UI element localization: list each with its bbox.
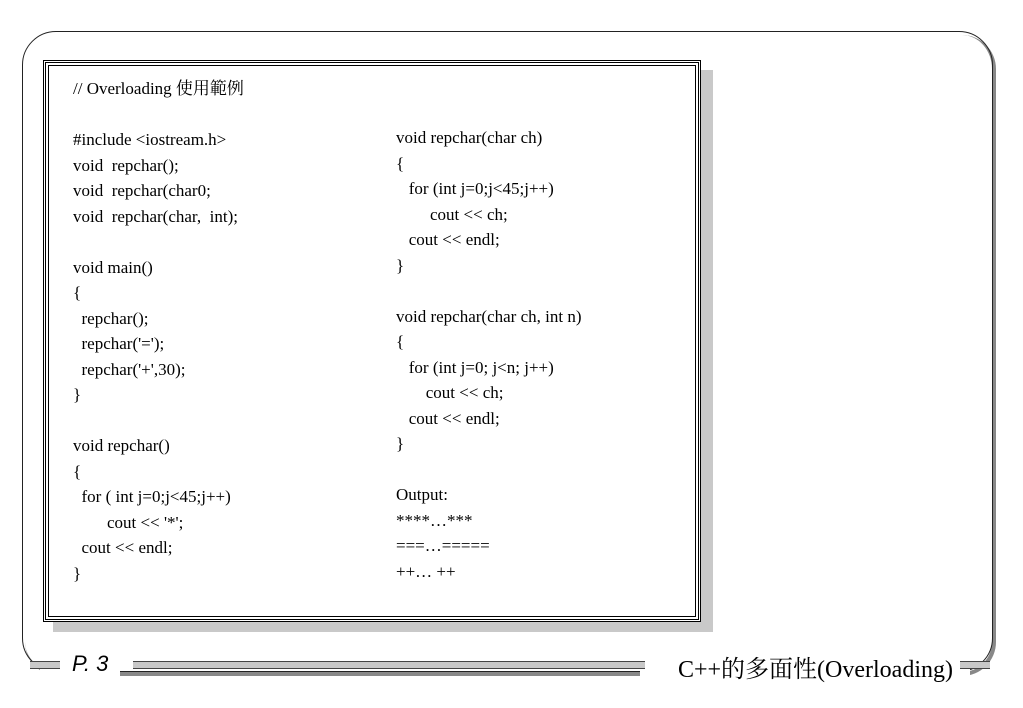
- code-line: void repchar(char ch, int n): [396, 306, 582, 326]
- code-line: }: [73, 385, 82, 404]
- code-line: cout << ch;: [396, 204, 508, 224]
- slide-title: C++的多面性(Overloading): [677, 657, 953, 683]
- code-line: cout << endl;: [396, 408, 500, 428]
- code-line: ++… ++: [396, 561, 456, 581]
- code-line: for ( int j=0;j<45;j++): [73, 487, 231, 506]
- code-line: #include <iostream.h>: [73, 130, 227, 149]
- code-line: void main(): [73, 257, 153, 277]
- code-line: void repchar(char0;: [73, 181, 211, 200]
- code-line: }: [396, 434, 405, 453]
- code-line: [73, 229, 244, 255]
- code-line: repchar('=');: [73, 334, 165, 353]
- code-line: cout << endl;: [73, 538, 173, 557]
- code-line: {: [396, 153, 405, 173]
- code-line: cout << '*';: [73, 512, 184, 532]
- code-line: {: [396, 332, 405, 351]
- code-line: }: [73, 563, 82, 583]
- code-line: [396, 278, 582, 304]
- code-line: }: [396, 255, 405, 275]
- code-line: for (int j=0; j<n; j++): [396, 357, 554, 377]
- page-number: P. 3: [72, 651, 109, 676]
- footer-rule-middle: [133, 661, 645, 669]
- code-line: ===…=====: [396, 536, 490, 555]
- code-line: {: [73, 283, 82, 302]
- code-line: cout << endl;: [396, 230, 500, 249]
- footer-rule-left: [30, 661, 60, 669]
- code-line: void repchar();: [73, 155, 179, 175]
- code-line: [396, 457, 582, 483]
- code-line: cout << ch;: [396, 383, 504, 402]
- code-line: [73, 102, 244, 128]
- code-line: // Overloading 使用範例: [73, 79, 244, 98]
- code-column-left: [73, 76, 244, 586]
- code-line: for (int j=0;j<45;j++): [396, 179, 554, 198]
- code-column-right: [396, 125, 582, 584]
- code-line: ****…***: [396, 510, 473, 530]
- code-line: void repchar(char ch): [396, 128, 543, 147]
- footer-rule-right: [960, 661, 990, 669]
- code-line: void repchar(): [73, 436, 170, 455]
- code-line: {: [73, 461, 82, 481]
- code-line: Output:: [396, 485, 448, 504]
- code-line: void repchar(char, int);: [73, 206, 238, 226]
- code-line: [73, 408, 244, 434]
- code-line: repchar('+',30);: [73, 359, 186, 379]
- code-line: repchar();: [73, 308, 149, 328]
